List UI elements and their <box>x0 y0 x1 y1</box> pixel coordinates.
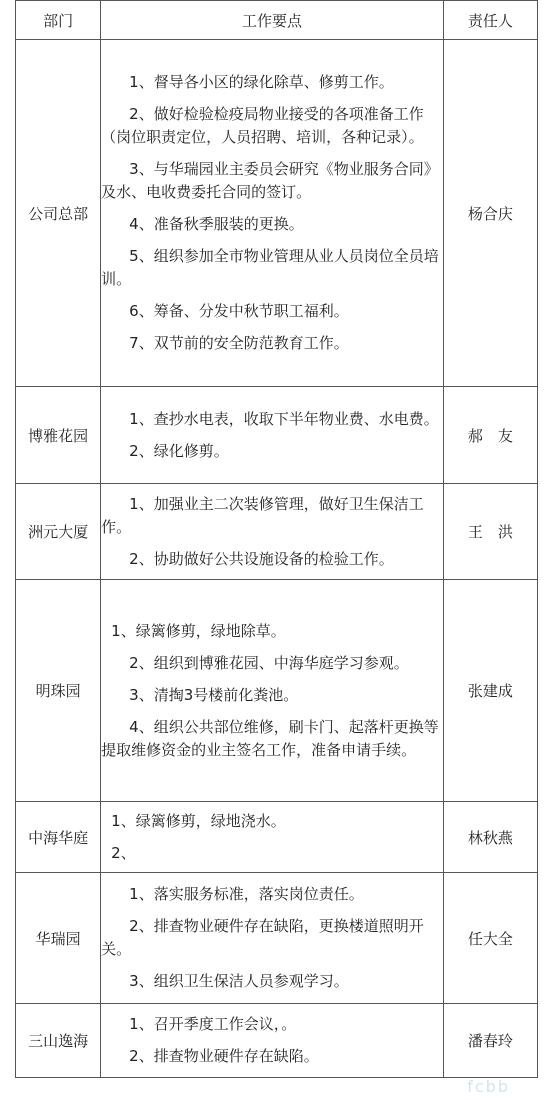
work-plan-table <box>15 0 538 1078</box>
watermark: fcbb <box>467 1077 510 1096</box>
work-item: 2、组织到博雅花园、中海华庭学习参观。 <box>129 653 409 672</box>
work-item: 1、召开季度工作会议，。 <box>129 1015 297 1033</box>
work-cell <box>101 484 444 580</box>
work-item: 5、组织参加全市物业管理从业人员岗位全员培训。 <box>101 247 439 288</box>
table-row <box>16 484 538 580</box>
owner-cell: 郝 友 <box>443 387 537 484</box>
dept-cell: 明珠园 <box>16 580 101 802</box>
work-item: 3、组织卫生保洁人员参观学习。 <box>129 972 349 990</box>
table-row <box>16 580 538 802</box>
work-item: 1、加强业主二次装修管理，做好卫生保洁工作。 <box>101 494 424 536</box>
work-cell <box>101 40 444 387</box>
work-item: 2、协助做好公共设施设备的检验工作。 <box>129 549 394 568</box>
work-item: 2、排查物业硬件存在缺陷。 <box>129 1047 319 1065</box>
work-item: 2、排查物业硬件存在缺陷，更换楼道照明开关。 <box>101 917 424 958</box>
owner-cell: 潘春玲 <box>443 1004 537 1078</box>
work-item: 1、查抄水电表，收取下半年物业费、水电费。 <box>129 409 439 428</box>
work-item: 2、做好检验检疫局物业接受的各项准备工作（岗位职责定位，人员招聘、培训，各种记录）。 <box>101 105 424 146</box>
dept-cell: 中海华庭 <box>16 802 101 873</box>
work-cell <box>101 802 444 873</box>
work-item: 3、与华瑞园业主委员会研究《物业服务合同》及水、电收费委托合同的签订。 <box>101 160 439 201</box>
work-item: 1、督导各小区的绿化除草、修剪工作。 <box>129 73 394 91</box>
work-item: 2、绿化修剪。 <box>129 441 229 460</box>
dept-cell: 华瑞园 <box>16 873 101 1004</box>
dept-cell: 三山逸海 <box>16 1004 101 1078</box>
work-item: 6、筹备、分发中秋节职工福利。 <box>129 302 349 320</box>
work-item: 1、绿篱修剪，绿地浇水。 <box>111 811 286 830</box>
dept-cell: 博雅花园 <box>16 387 101 484</box>
dept-cell: 洲元大厦 <box>16 484 101 580</box>
dept-cell: 公司总部 <box>16 40 101 387</box>
table-row <box>16 1004 538 1078</box>
owner-cell: 张建成 <box>443 580 537 802</box>
work-cell <box>101 387 444 484</box>
work-cell <box>101 580 444 802</box>
work-item: 4、准备秋季服装的更换。 <box>129 215 304 233</box>
table-row <box>16 802 538 873</box>
header-work: 工作要点 <box>101 1 444 40</box>
owner-cell: 林秋燕 <box>443 802 537 873</box>
table-row <box>16 40 538 387</box>
work-item: 3、清掏3号楼前化粪池。 <box>129 685 299 704</box>
work-item: 4、组织公共部位维修，刷卡门、起落杆更换等提取维修资金的业主签名工作，准备申请手续。 <box>101 717 439 759</box>
owner-cell: 任大全 <box>443 873 537 1004</box>
header-owner: 责任人 <box>443 1 537 40</box>
work-item: 2、 <box>111 843 136 862</box>
owner-cell: 王 洪 <box>443 484 537 580</box>
work-item: 7、双节前的安全防范教育工作。 <box>129 334 349 352</box>
table-header-row <box>16 1 538 40</box>
owner-cell: 杨合庆 <box>443 40 537 387</box>
work-cell <box>101 873 444 1004</box>
work-item: 1、落实服务标准，落实岗位责任。 <box>129 885 364 903</box>
table-row <box>16 387 538 484</box>
work-item: 1、绿篱修剪，绿地除草。 <box>111 621 286 640</box>
work-cell <box>101 1004 444 1078</box>
header-dept: 部门 <box>16 1 101 40</box>
table-row <box>16 873 538 1004</box>
